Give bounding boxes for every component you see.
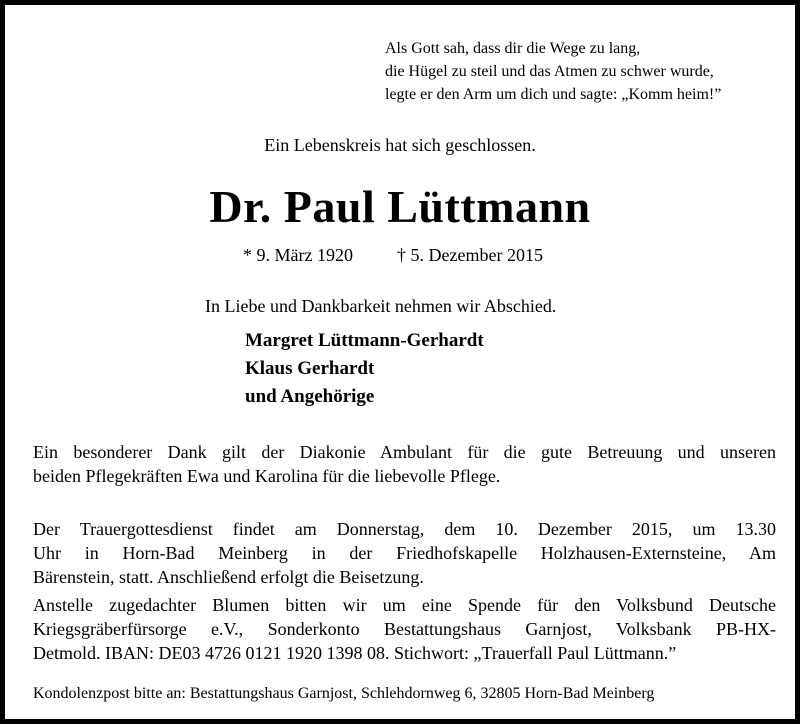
- poem-line: die Hügel zu steil und das Atmen zu schwer wurde,: [385, 63, 714, 80]
- donation-line: Detmold. IBAN: DE03 4726 0121 1920 1398 08. Stichwort: „Trauerfall Paul Lüttmann.”: [33, 643, 677, 663]
- thanks-line: Ein besonderer Dank gilt der Diakonie Ambulant für die gute Betreuung und unseren: [33, 442, 776, 462]
- service-line: Bärenstein, statt. Anschließend erfolgt die Beisetzung.: [33, 567, 424, 587]
- thanks-paragraph: [33, 440, 776, 488]
- farewell-text: In Liebe und Dankbarkeit nehmen wir Abschied.: [205, 296, 557, 316]
- deceased-name: Dr. Paul Lüttmann: [209, 181, 591, 232]
- mourners-list: [245, 327, 484, 411]
- service-paragraph: [33, 517, 776, 589]
- donation-line: Kriegsgräberfürsorge e.V., Sonderkonto Bestattungshaus Garnjost, Volksbank PB-HX-: [33, 619, 776, 639]
- death-date: † 5. Dezember 2015: [397, 245, 543, 265]
- mourner: Klaus Gerhardt: [245, 358, 375, 379]
- donation-paragraph: [33, 593, 776, 665]
- thanks-line: beiden Pflegekräften Ewa und Karolina für die liebevolle Pflege.: [33, 466, 501, 486]
- service-line: Der Trauergottesdienst findet am Donnerstag, dem 10. Dezember 2015, um 13.30: [33, 519, 776, 539]
- poem: [385, 37, 721, 106]
- condolence-address: Kondolenzpost bitte an: Bestattungshaus Garnjost, Schlehdornweg 6, 32805 Horn-Bad Meinberg: [33, 685, 655, 702]
- intro-text: Ein Lebenskreis hat sich geschlossen.: [264, 135, 536, 155]
- mourner: und Angehörige: [245, 386, 375, 407]
- service-line: Uhr in Horn-Bad Meinberg in der Friedhofskapelle Holzhausen-Externsteine, Am: [33, 543, 776, 563]
- donation-line: Anstelle zugedachter Blumen bitten wir um eine Spende für den Volksbund Deutsche: [33, 595, 776, 615]
- birth-date: * 9. März 1920: [243, 245, 353, 265]
- poem-line: legte er den Arm um dich und sagte: „Komm heim!”: [385, 86, 722, 103]
- poem-line: Als Gott sah, dass dir die Wege zu lang,: [385, 40, 641, 57]
- mourner: Margret Lüttmann-Gerhardt: [245, 330, 484, 351]
